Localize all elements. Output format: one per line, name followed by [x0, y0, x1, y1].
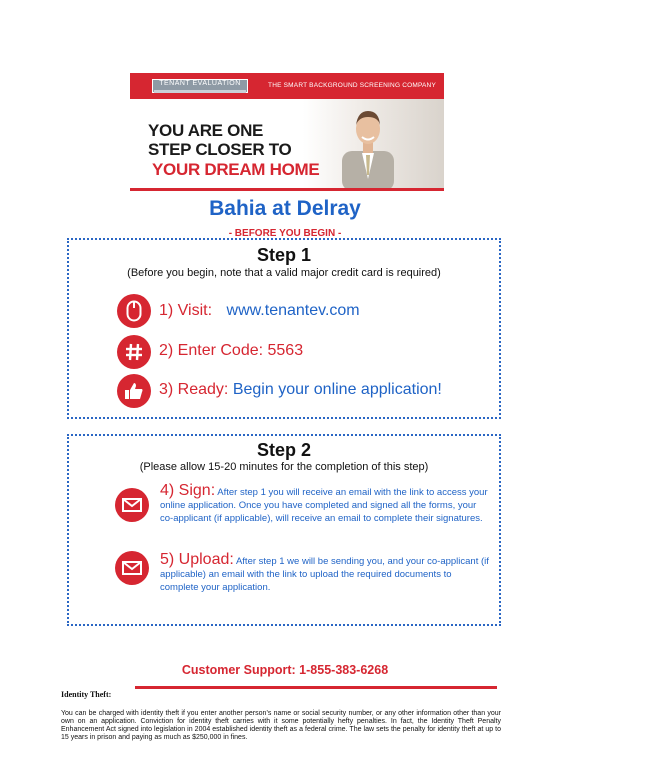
logo-subline [154, 90, 246, 93]
step2-upload [160, 553, 490, 594]
step1-code: 2) Enter Code: 5563 [159, 342, 304, 359]
identity-theft-text: You can be charged with identity theft if you enter another person’s name or social security number, or any other information other than your own on an application. Conviction for identity theft carries with it some potentially hefty penalties. In fact, the Identity Theft Penalty Enhancement Act signed into legislation in 2004 established identity theft as a federal crime. The law sets the penalty for identity theft at up to 15 years in prison and paying as much as $250,000 in fines. [61, 710, 501, 741]
step2-note: (Please allow 15-20 minutes for the completion of this step) [139, 461, 429, 473]
thumbs-up-icon [117, 374, 151, 408]
step2-sign [160, 484, 490, 525]
tenant-evaluation-logo: TENANT EVALUATION [152, 79, 248, 93]
envelope-icon [115, 488, 149, 522]
step1-visit [159, 302, 360, 320]
header-banner [130, 73, 444, 191]
customer-support: Customer Support: 1-855-383-6268 [181, 663, 389, 677]
hero-line-1: YOU ARE ONE [148, 121, 264, 140]
step1-ready [159, 381, 442, 399]
step1-box [67, 238, 501, 419]
mouse-icon [117, 294, 151, 328]
identity-theft-label: Identity Theft: [61, 690, 112, 699]
step2-box [67, 434, 501, 626]
envelope-icon [115, 551, 149, 585]
visit-label: 1) Visit: [159, 302, 213, 319]
hashtag-icon [117, 335, 151, 369]
upload-text: After step 1 we will be sending you, and your co-applicant (if applicable) an email with the link to upload the required documents to complete your application. [160, 556, 489, 593]
property-name: Bahia at Delray [209, 197, 361, 220]
hero-line-2: STEP CLOSER TO [148, 140, 292, 159]
sign-text: After step 1 you will receive an email with the link to access your online application. Once you have completed and signed all the forms, your co-applicant (if applicable), will receive an email to complete their signatures. [160, 487, 488, 524]
begin-application-text: Begin your online application! [232, 381, 442, 398]
banner-hero [130, 99, 444, 188]
ready-label: 3) Ready: [159, 381, 229, 398]
step1-title: Step 1 [256, 245, 312, 265]
banner-divider [130, 188, 444, 191]
before-you-begin-label: - BEFORE YOU BEGIN - [228, 228, 342, 239]
upload-label: 5) Upload: [160, 551, 234, 568]
banner-top-bar [130, 73, 444, 99]
sign-label: 4) Sign: [160, 482, 216, 499]
hero-line-3: YOUR DREAM HOME [152, 160, 320, 179]
footer-divider [135, 686, 497, 689]
step1-note: (Before you begin, note that a valid major credit card is required) [127, 267, 441, 279]
banner-tagline: THE SMART BACKGROUND SCREENING COMPANY [268, 82, 436, 89]
businessman-photo [338, 99, 398, 191]
step2-title: Step 2 [256, 440, 312, 460]
website-link[interactable]: www.tenantev.com [226, 302, 360, 319]
